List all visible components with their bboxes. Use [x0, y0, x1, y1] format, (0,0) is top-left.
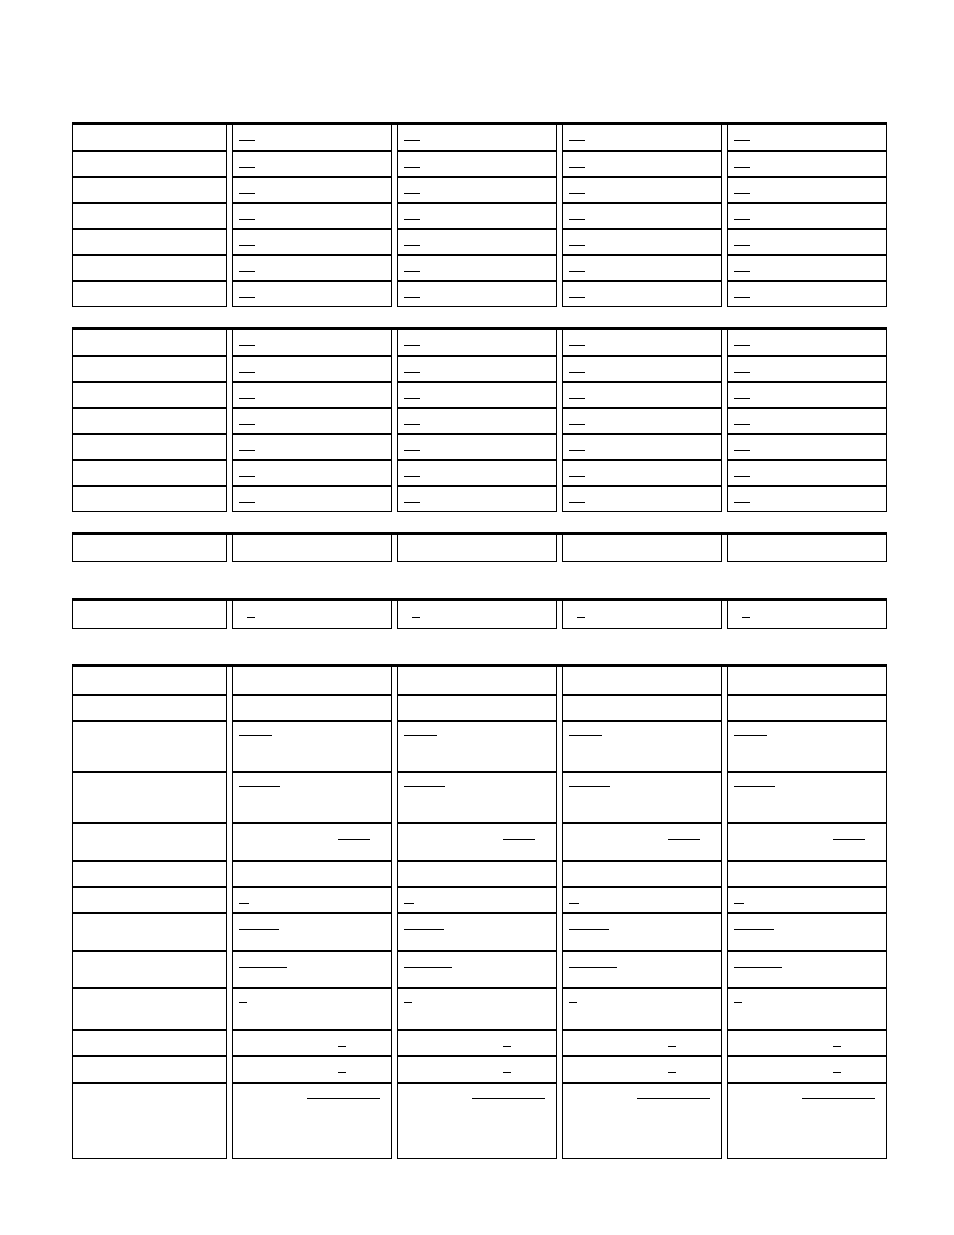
fill-in-blank-line[interactable]: [404, 245, 420, 246]
fill-in-blank-line[interactable]: [569, 245, 585, 246]
value-cell-col-3[interactable]: [562, 988, 722, 1030]
row-label-cell: [72, 486, 227, 512]
fill-in-blank-line[interactable]: [734, 167, 750, 168]
value-cell-col-4[interactable]: [727, 356, 887, 382]
row-label-cell: [72, 695, 227, 721]
fill-in-blank-line[interactable]: [833, 1072, 841, 1073]
value-cell-col-4[interactable]: [727, 1083, 887, 1159]
fill-in-blank-line[interactable]: [734, 929, 774, 930]
value-cell-col-3[interactable]: [562, 281, 722, 307]
value-cell-col-3[interactable]: [562, 695, 722, 721]
fill-in-blank-line[interactable]: [404, 193, 420, 194]
fill-in-blank-line[interactable]: [668, 1046, 676, 1047]
fill-in-blank-line[interactable]: [569, 167, 585, 168]
fill-in-blank-line[interactable]: [734, 372, 750, 373]
value-cell-col-3[interactable]: [562, 601, 722, 629]
row-label-cell: [72, 460, 227, 486]
fill-in-blank-line[interactable]: [569, 424, 585, 425]
fill-in-blank-line[interactable]: [404, 271, 420, 272]
fill-in-blank-line[interactable]: [239, 735, 272, 736]
fill-in-blank-line[interactable]: [239, 140, 255, 141]
value-cell-col-4[interactable]: [727, 486, 887, 512]
row-label-cell: [72, 861, 227, 887]
value-cell-col-3[interactable]: [562, 177, 722, 203]
value-cell-col-4[interactable]: [727, 382, 887, 408]
fill-in-blank-line[interactable]: [404, 167, 420, 168]
fill-in-blank-line[interactable]: [742, 617, 750, 618]
fill-in-blank-line[interactable]: [569, 345, 585, 346]
fill-in-blank-line[interactable]: [239, 424, 255, 425]
fill-in-blank-line[interactable]: [404, 450, 420, 451]
row-label-cell: [72, 1056, 227, 1083]
row-label-cell: [72, 721, 227, 772]
value-cell-col-4[interactable]: [727, 772, 887, 823]
fill-in-blank-line[interactable]: [577, 617, 585, 618]
fill-in-blank-line[interactable]: [503, 1072, 511, 1073]
value-cell-col-4[interactable]: [727, 151, 887, 177]
fill-in-blank-line[interactable]: [404, 929, 444, 930]
fill-in-blank-line[interactable]: [569, 929, 609, 930]
fill-in-blank-line[interactable]: [404, 502, 420, 503]
value-cell-col-4[interactable]: [727, 203, 887, 229]
fill-in-blank-line[interactable]: [239, 167, 255, 168]
row-label-cell: [72, 281, 227, 307]
value-cell-col-1[interactable]: [232, 434, 392, 460]
fill-in-blank-line[interactable]: [338, 1046, 346, 1047]
value-cell-col-2[interactable]: [397, 535, 557, 562]
row-label-cell: [72, 772, 227, 823]
value-cell-col-4[interactable]: [727, 434, 887, 460]
value-cell-col-4[interactable]: [727, 667, 887, 695]
row-label-cell: [72, 255, 227, 281]
value-cell-col-4[interactable]: [727, 913, 887, 951]
value-cell-col-3[interactable]: [562, 356, 722, 382]
row-label-cell: [72, 1030, 227, 1056]
value-cell-col-2[interactable]: [397, 177, 557, 203]
value-cell-col-3[interactable]: [562, 125, 722, 151]
fill-in-blank-line[interactable]: [239, 450, 255, 451]
fill-in-blank-line[interactable]: [734, 1002, 742, 1003]
fill-in-blank-line[interactable]: [569, 1002, 577, 1003]
value-cell-col-1[interactable]: [232, 486, 392, 512]
value-cell-col-3[interactable]: [562, 434, 722, 460]
value-cell-col-3[interactable]: [562, 1030, 722, 1056]
fill-in-blank-line[interactable]: [569, 219, 585, 220]
fill-in-blank-line[interactable]: [404, 735, 437, 736]
value-cell-col-2[interactable]: [397, 1030, 557, 1056]
fill-in-blank-line[interactable]: [503, 839, 535, 840]
row-label-cell: [72, 887, 227, 913]
value-cell-col-3[interactable]: [562, 951, 722, 988]
value-cell-col-1[interactable]: [232, 255, 392, 281]
fill-in-blank-line[interactable]: [239, 297, 255, 298]
value-cell-col-3[interactable]: [562, 535, 722, 562]
value-cell-col-2[interactable]: [397, 281, 557, 307]
value-cell-col-4[interactable]: [727, 281, 887, 307]
fill-in-blank-line[interactable]: [668, 1072, 676, 1073]
value-cell-col-1[interactable]: [232, 356, 392, 382]
value-cell-col-3[interactable]: [562, 203, 722, 229]
value-cell-col-3[interactable]: [562, 887, 722, 913]
value-cell-col-2[interactable]: [397, 823, 557, 861]
fill-in-blank-line[interactable]: [734, 193, 750, 194]
fill-in-blank-line[interactable]: [404, 786, 445, 787]
value-cell-col-3[interactable]: [562, 861, 722, 887]
value-cell-col-3[interactable]: [562, 721, 722, 772]
form-section-4: [72, 598, 887, 629]
fill-in-blank-line[interactable]: [239, 271, 255, 272]
fill-in-blank-line[interactable]: [569, 786, 610, 787]
row-label-cell: [72, 382, 227, 408]
value-cell-col-1[interactable]: [232, 1083, 392, 1159]
value-cell-col-3[interactable]: [562, 382, 722, 408]
value-cell-col-3[interactable]: [562, 151, 722, 177]
fill-in-blank-line[interactable]: [239, 1002, 247, 1003]
fill-in-blank-line[interactable]: [404, 476, 420, 477]
value-cell-col-1[interactable]: [232, 177, 392, 203]
row-label-cell: [72, 408, 227, 434]
row-label-cell: [72, 203, 227, 229]
value-cell-col-2[interactable]: [397, 203, 557, 229]
fill-in-blank-line[interactable]: [569, 193, 585, 194]
value-cell-col-1[interactable]: [232, 151, 392, 177]
value-cell-col-3[interactable]: [562, 229, 722, 255]
value-cell-col-2[interactable]: [397, 695, 557, 721]
fill-in-blank-line[interactable]: [239, 219, 255, 220]
fill-in-blank-line[interactable]: [569, 450, 585, 451]
fill-in-blank-line[interactable]: [404, 372, 420, 373]
value-cell-col-4[interactable]: [727, 721, 887, 772]
value-cell-col-2[interactable]: [397, 382, 557, 408]
fill-in-blank-line[interactable]: [307, 1098, 380, 1099]
value-cell-col-2[interactable]: [397, 255, 557, 281]
fill-in-blank-line[interactable]: [239, 929, 279, 930]
fill-in-blank-line[interactable]: [239, 903, 249, 904]
value-cell-col-3[interactable]: [562, 330, 722, 356]
row-label-cell: [72, 434, 227, 460]
value-cell-col-1[interactable]: [232, 667, 392, 695]
row-label-cell: [72, 823, 227, 861]
fill-in-blank-line[interactable]: [569, 967, 617, 968]
fill-in-blank-line[interactable]: [503, 1046, 511, 1047]
value-cell-col-2[interactable]: [397, 988, 557, 1030]
value-cell-col-4[interactable]: [727, 1056, 887, 1083]
fill-in-blank-line[interactable]: [412, 617, 420, 618]
fill-in-blank-line[interactable]: [734, 903, 744, 904]
fill-in-blank-line[interactable]: [734, 967, 782, 968]
value-cell-col-3[interactable]: [562, 667, 722, 695]
fill-in-blank-line[interactable]: [239, 372, 255, 373]
value-cell-col-1[interactable]: [232, 125, 392, 151]
value-cell-col-4[interactable]: [727, 823, 887, 861]
value-cell-col-4[interactable]: [727, 887, 887, 913]
value-cell-col-2[interactable]: [397, 434, 557, 460]
row-label-cell: [72, 667, 227, 695]
value-cell-col-4[interactable]: [727, 330, 887, 356]
fill-in-blank-line[interactable]: [833, 1046, 841, 1047]
value-cell-col-1[interactable]: [232, 887, 392, 913]
fill-in-blank-line[interactable]: [404, 398, 420, 399]
value-cell-col-1[interactable]: [232, 601, 392, 629]
value-cell-col-4[interactable]: [727, 988, 887, 1030]
value-cell-col-1[interactable]: [232, 1056, 392, 1083]
value-cell-col-1[interactable]: [232, 988, 392, 1030]
value-cell-col-2[interactable]: [397, 951, 557, 988]
value-cell-col-1[interactable]: [232, 382, 392, 408]
value-cell-col-4[interactable]: [727, 177, 887, 203]
form-section-5: [72, 664, 887, 1159]
fill-in-blank-line[interactable]: [472, 1098, 545, 1099]
value-cell-col-2[interactable]: [397, 861, 557, 887]
fill-in-blank-line[interactable]: [569, 735, 602, 736]
value-cell-col-2[interactable]: [397, 1056, 557, 1083]
value-cell-col-1[interactable]: [232, 823, 392, 861]
value-cell-col-4[interactable]: [727, 601, 887, 629]
value-cell-col-4[interactable]: [727, 229, 887, 255]
value-cell-col-2[interactable]: [397, 486, 557, 512]
value-cell-col-2[interactable]: [397, 356, 557, 382]
value-cell-col-2[interactable]: [397, 887, 557, 913]
value-cell-col-3[interactable]: [562, 408, 722, 434]
value-cell-col-2[interactable]: [397, 601, 557, 629]
row-label-cell: [72, 601, 227, 629]
value-cell-col-1[interactable]: [232, 772, 392, 823]
value-cell-col-2[interactable]: [397, 772, 557, 823]
fill-in-blank-line[interactable]: [569, 476, 585, 477]
value-cell-col-2[interactable]: [397, 330, 557, 356]
value-cell-col-1[interactable]: [232, 330, 392, 356]
value-cell-col-3[interactable]: [562, 772, 722, 823]
fill-in-blank-line[interactable]: [734, 297, 750, 298]
value-cell-col-4[interactable]: [727, 1030, 887, 1056]
row-label-cell: [72, 1083, 227, 1159]
value-cell-col-2[interactable]: [397, 125, 557, 151]
value-cell-col-1[interactable]: [232, 695, 392, 721]
fill-in-blank-line[interactable]: [734, 450, 750, 451]
fill-in-blank-line[interactable]: [569, 271, 585, 272]
row-label-cell: [72, 330, 227, 356]
row-label-cell: [72, 951, 227, 988]
fill-in-blank-line[interactable]: [668, 839, 700, 840]
fill-in-blank-line[interactable]: [734, 245, 750, 246]
value-cell-col-2[interactable]: [397, 1083, 557, 1159]
value-cell-col-3[interactable]: [562, 1083, 722, 1159]
fill-in-blank-line[interactable]: [404, 424, 420, 425]
value-cell-col-4[interactable]: [727, 535, 887, 562]
row-label-cell: [72, 229, 227, 255]
value-cell-col-4[interactable]: [727, 695, 887, 721]
fill-in-blank-line[interactable]: [404, 967, 452, 968]
value-cell-col-2[interactable]: [397, 408, 557, 434]
fill-in-blank-line[interactable]: [569, 398, 585, 399]
value-cell-col-4[interactable]: [727, 951, 887, 988]
fill-in-blank-line[interactable]: [734, 271, 750, 272]
value-cell-col-1[interactable]: [232, 1030, 392, 1056]
value-cell-col-4[interactable]: [727, 460, 887, 486]
fill-in-blank-line[interactable]: [404, 297, 420, 298]
fill-in-blank-line[interactable]: [404, 345, 420, 346]
value-cell-col-1[interactable]: [232, 460, 392, 486]
form-section-2: [72, 327, 887, 512]
fill-in-blank-line[interactable]: [239, 345, 255, 346]
value-cell-col-3[interactable]: [562, 486, 722, 512]
value-cell-col-3[interactable]: [562, 255, 722, 281]
fill-in-blank-line[interactable]: [404, 219, 420, 220]
fill-in-blank-line[interactable]: [734, 735, 767, 736]
fill-in-blank-line[interactable]: [569, 372, 585, 373]
fill-in-blank-line[interactable]: [247, 617, 255, 618]
value-cell-col-1[interactable]: [232, 203, 392, 229]
fill-in-blank-line[interactable]: [239, 502, 255, 503]
row-label-cell: [72, 125, 227, 151]
value-cell-col-4[interactable]: [727, 125, 887, 151]
value-cell-col-3[interactable]: [562, 1056, 722, 1083]
fill-in-blank-line[interactable]: [734, 424, 750, 425]
value-cell-col-1[interactable]: [232, 408, 392, 434]
fill-in-blank-line[interactable]: [734, 476, 750, 477]
value-cell-col-4[interactable]: [727, 255, 887, 281]
fill-in-blank-line[interactable]: [239, 786, 280, 787]
fill-in-blank-line[interactable]: [734, 398, 750, 399]
value-cell-col-3[interactable]: [562, 460, 722, 486]
value-cell-col-1[interactable]: [232, 721, 392, 772]
value-cell-col-1[interactable]: [232, 861, 392, 887]
fill-in-blank-line[interactable]: [802, 1098, 875, 1099]
row-label-cell: [72, 988, 227, 1030]
value-cell-col-1[interactable]: [232, 229, 392, 255]
row-label-cell: [72, 177, 227, 203]
value-cell-col-3[interactable]: [562, 823, 722, 861]
fill-in-blank-line[interactable]: [239, 967, 287, 968]
value-cell-col-2[interactable]: [397, 229, 557, 255]
value-cell-col-1[interactable]: [232, 913, 392, 951]
value-cell-col-2[interactable]: [397, 460, 557, 486]
fill-in-blank-line[interactable]: [239, 476, 255, 477]
row-label-cell: [72, 151, 227, 177]
value-cell-col-3[interactable]: [562, 913, 722, 951]
fill-in-blank-line[interactable]: [569, 903, 579, 904]
fill-in-blank-line[interactable]: [734, 219, 750, 220]
fill-in-blank-line[interactable]: [404, 903, 414, 904]
fill-in-blank-line[interactable]: [734, 140, 750, 141]
value-cell-col-4[interactable]: [727, 861, 887, 887]
fill-in-blank-line[interactable]: [569, 297, 585, 298]
row-label-cell: [72, 913, 227, 951]
fill-in-blank-line[interactable]: [734, 502, 750, 503]
fill-in-blank-line[interactable]: [404, 1002, 412, 1003]
value-cell-col-1[interactable]: [232, 535, 392, 562]
fill-in-blank-line[interactable]: [734, 786, 775, 787]
value-cell-col-2[interactable]: [397, 151, 557, 177]
fill-in-blank-line[interactable]: [734, 345, 750, 346]
fill-in-blank-line[interactable]: [833, 839, 865, 840]
fill-in-blank-line[interactable]: [637, 1098, 710, 1099]
fill-in-blank-line[interactable]: [338, 839, 370, 840]
fill-in-blank-line[interactable]: [569, 502, 585, 503]
row-label-cell: [72, 356, 227, 382]
fill-in-blank-line[interactable]: [569, 140, 585, 141]
fill-in-blank-line[interactable]: [239, 193, 255, 194]
value-cell-col-1[interactable]: [232, 281, 392, 307]
value-cell-col-2[interactable]: [397, 721, 557, 772]
row-label-cell: [72, 535, 227, 562]
form-section-3: [72, 532, 887, 562]
value-cell-col-1[interactable]: [232, 951, 392, 988]
fill-in-blank-line[interactable]: [239, 398, 255, 399]
fill-in-blank-line[interactable]: [239, 245, 255, 246]
value-cell-col-2[interactable]: [397, 667, 557, 695]
fill-in-blank-line[interactable]: [404, 140, 420, 141]
form-section-1: [72, 122, 887, 307]
fill-in-blank-line[interactable]: [338, 1072, 346, 1073]
value-cell-col-2[interactable]: [397, 913, 557, 951]
value-cell-col-4[interactable]: [727, 408, 887, 434]
